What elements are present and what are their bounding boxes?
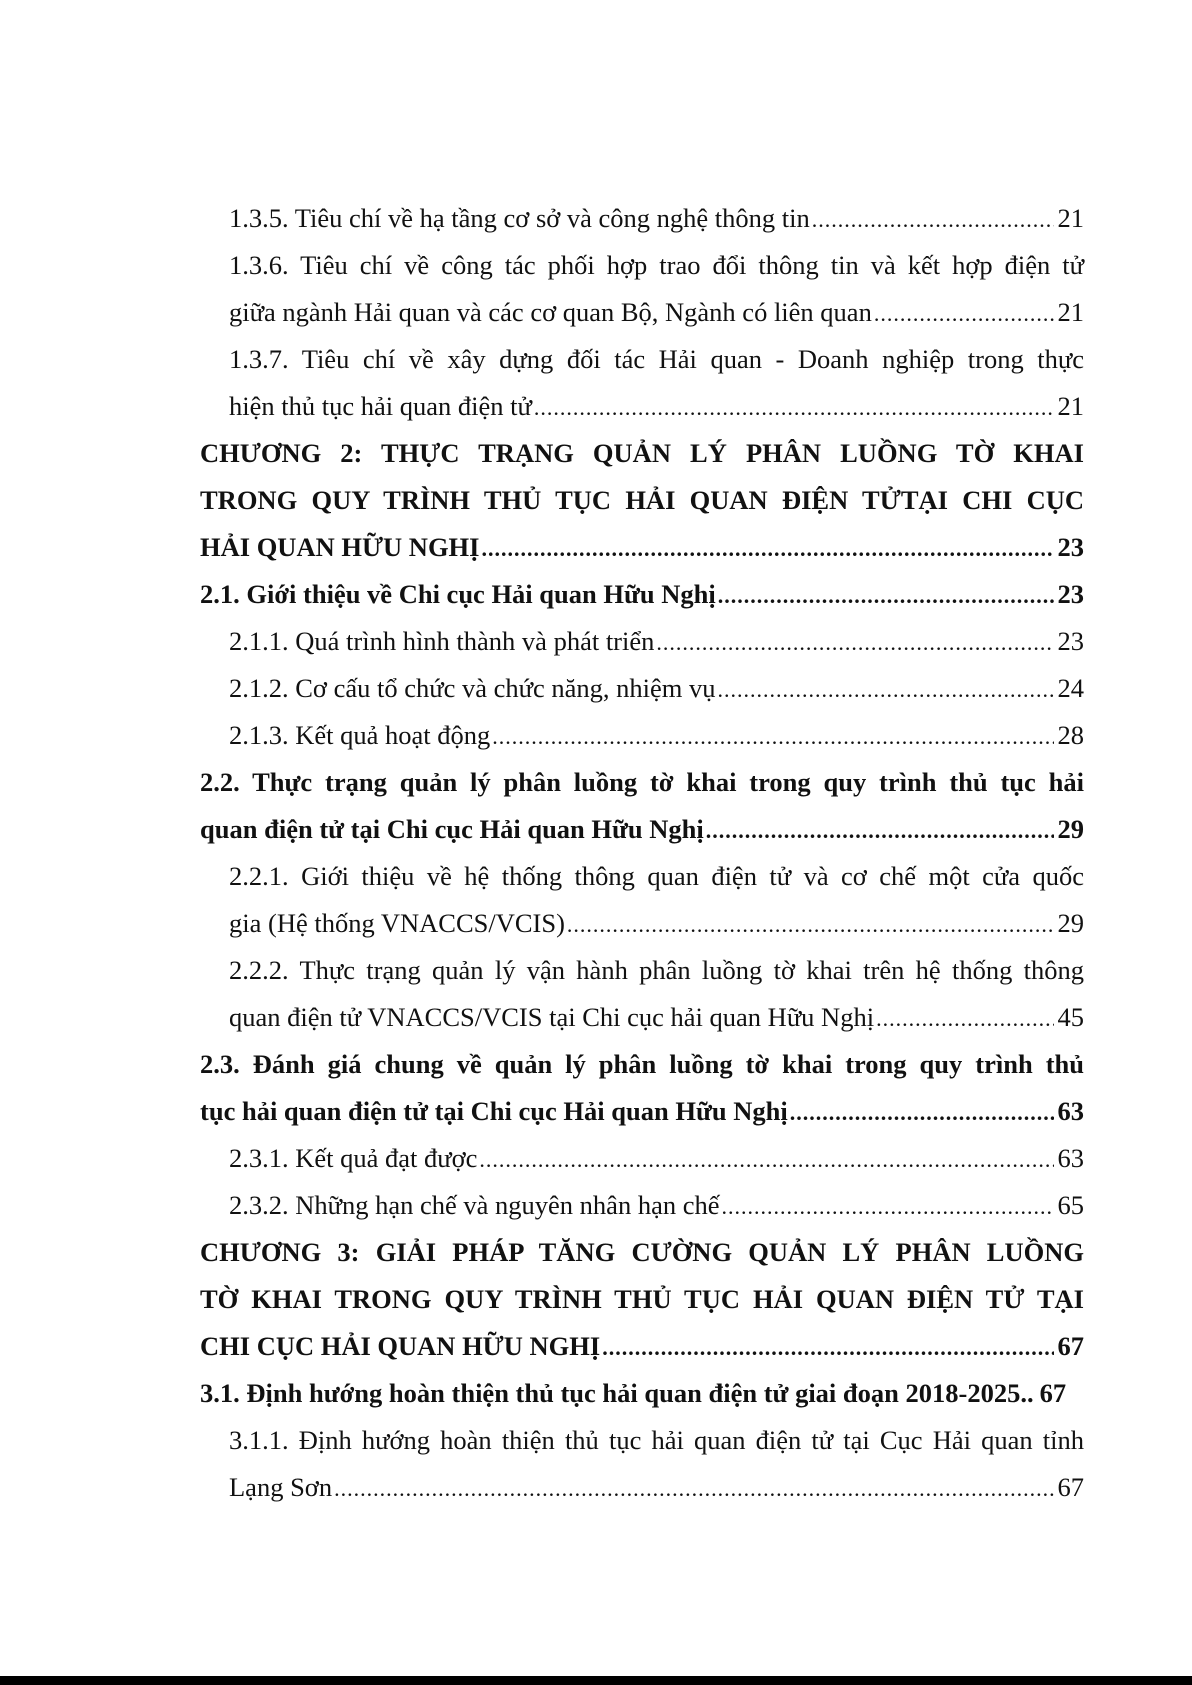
toc-leader-dots	[876, 995, 1053, 1042]
toc-leader-dots	[718, 572, 1054, 619]
toc-leader-dots	[492, 713, 1053, 760]
toc-leader-dots	[481, 525, 1053, 572]
toc-page-number: 45	[1057, 1002, 1084, 1032]
toc-section-2-1[interactable]	[200, 571, 1084, 618]
toc-leader-dots	[812, 196, 1054, 243]
toc-chapter-text: TỜ KHAI TRONG QUY TRÌNH THỦ TỤC HẢI QUAN ĐIỆN TỬ TẠI	[200, 1284, 1084, 1314]
toc-page-number: 23	[1057, 532, 1084, 562]
toc-chapter-2-line-1[interactable]	[200, 430, 1084, 477]
toc-entry-text: 3.1.1. Định hướng hoàn thiện thủ tục hải quan điện tử tại Cục Hải quan tỉnh	[229, 1425, 1084, 1455]
toc-entry-3-1-1[interactable]	[200, 1464, 1084, 1511]
toc-chapter-text: CHI CỤC HẢI QUAN HỮU NGHỊ	[200, 1331, 601, 1361]
toc-leader-dots	[334, 1465, 1053, 1512]
toc-entry-text: 2.3.2. Những hạn chế và nguyên nhân hạn chế	[229, 1190, 720, 1220]
toc-page-number: 29	[1057, 814, 1084, 844]
toc-section-text: 2.2. Thực trạng quản lý phân luồng tờ khai trong quy trình thủ tục hải	[200, 767, 1084, 797]
toc-chapter-text: HẢI QUAN HỮU NGHỊ	[200, 532, 480, 562]
toc-leader-dots	[706, 807, 1054, 854]
toc-entry-1-3-6[interactable]	[200, 289, 1084, 336]
toc-section-text: quan điện tử tại Chi cục Hải quan Hữu Nghị	[200, 814, 704, 844]
toc-page-number: 67	[1057, 1472, 1084, 1502]
toc-chapter-2-line-2[interactable]	[200, 477, 1084, 524]
toc-entry-2-2-2[interactable]	[200, 994, 1084, 1041]
toc-leader-dots	[790, 1089, 1054, 1136]
toc-section-2-3[interactable]	[200, 1088, 1084, 1135]
toc-chapter-text: CHƯƠNG 2: THỰC TRẠNG QUẢN LÝ PHÂN LUỒNG TỜ KHAI	[200, 438, 1084, 468]
toc-entry-2-2-1[interactable]	[200, 900, 1084, 947]
toc-chapter-3[interactable]	[200, 1323, 1084, 1370]
toc-page-number: 21	[1057, 297, 1084, 327]
page-bottom-edge	[0, 1676, 1192, 1685]
toc-chapter-text: CHƯƠNG 3: GIẢI PHÁP TĂNG CƯỜNG QUẢN LÝ PHÂN LUỒNG	[200, 1237, 1084, 1267]
toc-page-number: 21	[1057, 203, 1084, 233]
toc-entry-2-3-2[interactable]	[200, 1182, 1084, 1229]
toc-entry-2-1-3[interactable]	[200, 712, 1084, 759]
toc-entry-1-3-7[interactable]	[200, 383, 1084, 430]
toc-leader-dots	[718, 666, 1054, 713]
toc-page-number: 67	[1039, 1378, 1067, 1408]
toc-entry-1-3-7-lead[interactable]	[200, 336, 1084, 383]
toc-leader-dots	[534, 384, 1054, 431]
toc-entry-text: 2.2.1. Giới thiệu về hệ thống thông quan điện tử và cơ chế một cửa quốc	[229, 861, 1084, 891]
toc-chapter-3-line-2[interactable]	[200, 1276, 1084, 1323]
toc-entry-3-1-1-lead[interactable]	[200, 1417, 1084, 1464]
toc-entry-text: 1.3.5. Tiêu chí về hạ tầng cơ sở và công nghệ thông tin	[229, 203, 810, 233]
toc-chapter-3-line-1[interactable]	[200, 1229, 1084, 1276]
table-of-contents	[200, 195, 1084, 1511]
toc-leader-dots	[656, 619, 1053, 666]
toc-page-number: 28	[1057, 720, 1084, 750]
toc-entry-text: gia (Hệ thống VNACCS/VCIS)	[229, 908, 565, 938]
toc-page-number: 23	[1057, 579, 1084, 609]
toc-page-number: 24	[1057, 673, 1084, 703]
toc-chapter-2[interactable]	[200, 524, 1084, 571]
toc-leader-dots	[567, 901, 1054, 948]
toc-page-number: 29	[1057, 908, 1084, 938]
toc-section-text: 2.1. Giới thiệu về Chi cục Hải quan Hữu Nghị	[200, 579, 716, 609]
toc-entry-1-3-6-lead[interactable]	[200, 242, 1084, 289]
toc-leader-dots	[874, 290, 1054, 337]
toc-page-number: 23	[1057, 626, 1084, 656]
toc-entry-2-2-2-lead[interactable]	[200, 947, 1084, 994]
toc-entry-text: giữa ngành Hải quan và các cơ quan Bộ, Ngành có liên quan	[229, 297, 872, 327]
toc-entry-text: 2.1.1. Quá trình hình thành và phát triển	[229, 626, 655, 656]
toc-entry-text: 2.1.2. Cơ cấu tổ chức và chức năng, nhiệm vụ	[229, 673, 716, 703]
toc-section-2-3-lead[interactable]	[200, 1041, 1084, 1088]
toc-section-text: 2.3. Đánh giá chung về quản lý phân luồng tờ khai trong quy trình thủ	[200, 1049, 1084, 1079]
toc-section-2-2-lead[interactable]	[200, 759, 1084, 806]
toc-section-text: 3.1. Định hướng hoàn thiện thủ tục hải quan điện tử giai đoạn 2018-2025..	[200, 1378, 1034, 1408]
toc-entry-text: hiện thủ tục hải quan điện tử	[229, 391, 532, 421]
toc-leader-dots	[602, 1324, 1053, 1371]
toc-page-number: 21	[1057, 391, 1084, 421]
toc-entry-2-3-1[interactable]	[200, 1135, 1084, 1182]
toc-entry-2-1-2[interactable]	[200, 665, 1084, 712]
toc-page-number: 65	[1057, 1190, 1084, 1220]
toc-leader-dots	[721, 1183, 1053, 1230]
toc-section-2-2[interactable]	[200, 806, 1084, 853]
toc-entry-1-3-5[interactable]	[200, 195, 1084, 242]
toc-section-3-1[interactable]	[200, 1370, 1084, 1417]
toc-page-number: 67	[1057, 1331, 1084, 1361]
toc-entry-text: 1.3.7. Tiêu chí về xây dựng đối tác Hải quan - Doanh nghiệp trong thực	[229, 344, 1084, 374]
toc-page-number: 63	[1057, 1096, 1084, 1126]
toc-entry-text: Lạng Sơn	[229, 1472, 333, 1502]
toc-entry-2-2-1-lead[interactable]	[200, 853, 1084, 900]
toc-entry-text: 1.3.6. Tiêu chí về công tác phối hợp trao đổi thông tin và kết hợp điện tử	[229, 250, 1084, 280]
toc-section-text: tục hải quan điện tử tại Chi cục Hải quan Hữu Nghị	[200, 1096, 788, 1126]
toc-entry-text: 2.1.3. Kết quả hoạt động	[229, 720, 491, 750]
toc-chapter-text: TRONG QUY TRÌNH THỦ TỤC HẢI QUAN ĐIỆN TỬTẠI CHI CỤC	[200, 485, 1084, 515]
toc-entry-text: quan điện tử VNACCS/VCIS tại Chi cục hải quan Hữu Nghị	[229, 1002, 875, 1032]
toc-page-number: 63	[1057, 1143, 1084, 1173]
toc-leader-dots	[479, 1136, 1053, 1183]
toc-entry-2-1-1[interactable]	[200, 618, 1084, 665]
toc-entry-text: 2.3.1. Kết quả đạt được	[229, 1143, 478, 1173]
toc-entry-text: 2.2.2. Thực trạng quản lý vận hành phân luồng tờ khai trên hệ thống thông	[229, 955, 1084, 985]
